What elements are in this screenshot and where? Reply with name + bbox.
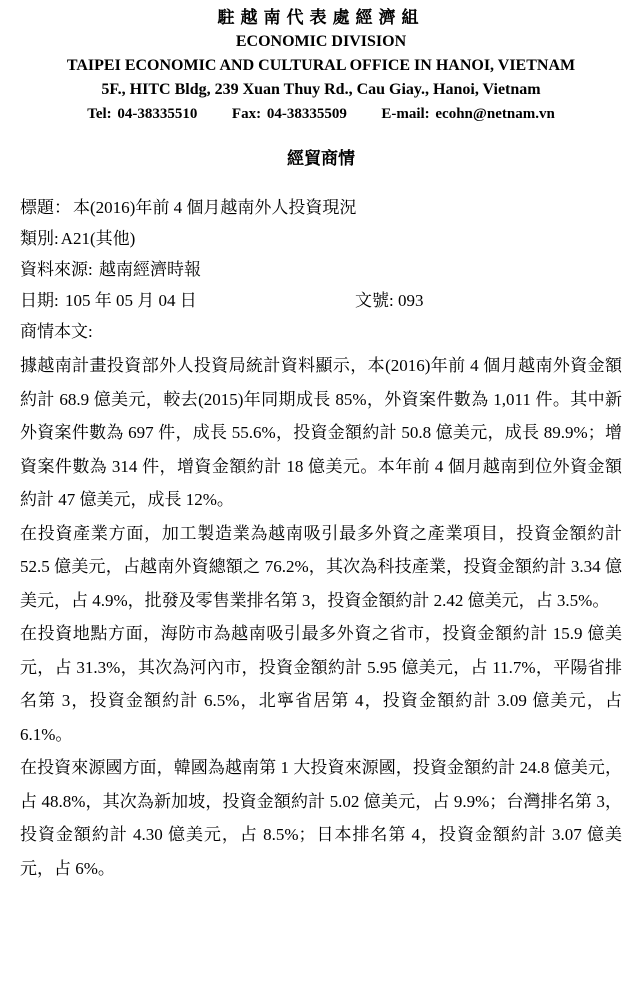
office-address: 5F., HITC Bldg, 239 Xuan Thuy Rd., Cau Giay., Hanoi, Vietnam: [101, 81, 541, 98]
document-title: 經貿商情: [287, 149, 355, 169]
body-label: 商情本文:: [20, 322, 93, 341]
docno-value: 093: [397, 291, 424, 310]
paragraph-industry: 在投資產業方面，加工製造業為越南吸引最多外資之產業項目，投資金額約計 52.5 億美元，占越南外資總額之 76.2%，其次為科技產業，投資金額約計 3.34 億美元，占 4.9%，批發及零售業排名第 3，投資金額約計 2.42 億美元，占 3.5%。: [20, 523, 622, 610]
organization-name-chinese: 駐越南代表處經濟組: [217, 8, 425, 28]
document-body: [0, 349, 642, 885]
date-value: 105 年 05 月 04 日: [64, 291, 197, 310]
contact-line: [0, 102, 642, 126]
paragraph-source-country: 在投資來源國方面，韓國為越南第 1 大投資來源國，投資金額約計 24.8 億美元，占 48.8%，其次為新加坡，投資金額約計 5.02 億美元，占 9.9%；台灣排名第 3，投資金額約計 4.30 億美元，占 8.5%；日本排名第 4，投資金額約計 3.07 億美元，占 6%。: [20, 758, 622, 878]
document-number: [355, 285, 423, 316]
office-name: TAIPEI ECONOMIC AND CULTURAL OFFICE IN HANOI, VIETNAM: [66, 57, 576, 74]
division-name: ECONOMIC DIVISION: [235, 33, 407, 50]
subject-row: [20, 192, 642, 223]
document-meta: [0, 192, 642, 347]
email: E-mail: ecohn@netnam.vn: [381, 106, 555, 122]
subject-value: 本(2016)年前 4 個月越南外人投資現況: [73, 198, 357, 217]
source-row: [20, 254, 642, 285]
category-value: A21(其他): [60, 229, 136, 248]
paragraph-location: 在投資地點方面，海防市為越南吸引最多外資之省市，投資金額約計 15.9 億美元，占 31.3%，其次為河內市，投資金額約計 5.95 億美元，占 11.7%，平陽省排名第 3，投資金額約計 6.5%，北寧省居第 4，投資金額約計 3.09 億美元，占 6.1%。: [20, 624, 622, 744]
category-row: [20, 223, 642, 254]
date-label: 日期:: [20, 291, 59, 310]
source-value: 越南經濟時報: [98, 260, 201, 279]
category-label: 類別:: [20, 229, 59, 248]
date-row: [20, 285, 642, 316]
telephone: Tel: 04-38335510: [87, 106, 198, 122]
source-label: 資料來源:: [20, 260, 93, 279]
fax: Fax: 04-38335509: [231, 106, 347, 122]
subject-label: 標題：: [20, 198, 71, 217]
docno-label: 文號:: [355, 291, 394, 310]
body-label-row: [20, 316, 642, 347]
letterhead: [0, 0, 642, 126]
paragraph-overview: 據越南計畫投資部外人投資局統計資料顯示，本(2016)年前 4 個月越南外資金額約計 68.9 億美元，較去(2015)年同期成長 85%，外資案件數為 1,011 件。其中新外資案件數為 697 件，成長 55.6%，投資金額約計 50.8 億美元，成長 89.9%；增資案件數為 314 件，增資金額約計 18 億美元。本年前 4 個月越南到位外資金額約計 47 億美元，成長 12%。: [20, 356, 622, 509]
